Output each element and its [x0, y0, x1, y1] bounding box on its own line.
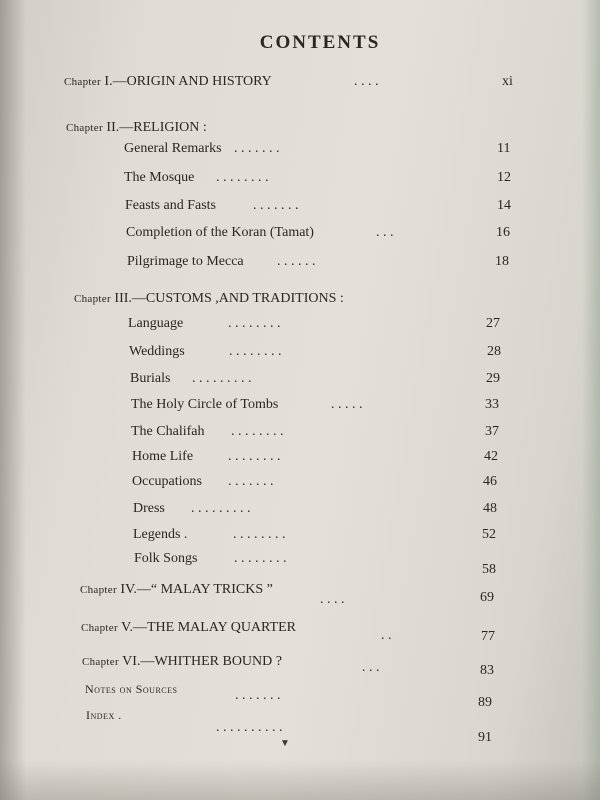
- toc-entry: [132, 449, 517, 465]
- chapter-title: III.—CUSTOMS ,AND TRADITIONS :: [110, 291, 344, 306]
- toc-entry: [132, 474, 517, 490]
- leader-dots: . . . . . . . .: [229, 344, 282, 359]
- entry-title: The Chalifah: [131, 424, 205, 439]
- chapter-prefix: Chapter: [82, 656, 119, 668]
- leader-dots: . . . .: [354, 74, 379, 89]
- page-number: 83: [480, 663, 494, 678]
- entry-title: Burials: [130, 371, 171, 386]
- entry-title: Language: [128, 316, 184, 331]
- leader-dots: . . . . . . .: [228, 474, 274, 489]
- toc-entry-chapter-2: [66, 120, 207, 136]
- page-number: 48: [483, 501, 497, 516]
- leader-dots: . . . . . . . .: [231, 424, 284, 439]
- toc-entry: [127, 254, 522, 270]
- page-number: 29: [486, 371, 500, 386]
- entry-title: General Remarks: [124, 141, 222, 156]
- page-number: 89: [478, 695, 492, 710]
- chapter-prefix: Chapter: [80, 584, 117, 596]
- toc-entry-chapter-1: [64, 74, 524, 90]
- toc-entry-chapter-3: [74, 291, 344, 307]
- toc-entry-chapter-5: [81, 620, 501, 644]
- page-number: 52: [482, 527, 496, 542]
- chapter-title: IV.—“ MALAY TRICKS ”: [116, 582, 273, 597]
- toc-entry: [133, 501, 518, 517]
- leader-dots: . .: [381, 628, 392, 643]
- toc-entry: [133, 527, 518, 543]
- page-number: 33: [485, 397, 499, 412]
- leader-dots: . . . . . . .: [234, 141, 280, 156]
- toc-entry: [131, 424, 516, 440]
- toc-entry: [128, 316, 513, 332]
- contents-heading: CONTENTS: [259, 32, 381, 53]
- toc-entry-notes-on-sources: [85, 682, 505, 710]
- entry-title: Completion of the Koran (Tamat): [126, 225, 314, 240]
- page-number: 91: [478, 730, 492, 745]
- page-number: 16: [496, 225, 510, 240]
- page-bottom-shadow: [0, 760, 600, 800]
- toc-entry-index: [86, 708, 506, 745]
- chapter-title: II.—RELIGION :: [102, 120, 207, 135]
- leader-dots: . . .: [376, 225, 394, 240]
- page-gutter-shadow: [0, 0, 26, 800]
- toc-entry-chapter-4: [80, 582, 500, 607]
- entry-title: The Holy Circle of Tombs: [131, 397, 279, 412]
- toc-entry: [134, 551, 519, 577]
- entry-title: Legends .: [133, 527, 188, 542]
- toc-entry: [126, 225, 521, 241]
- entry-title: Notes on Sources: [85, 682, 178, 696]
- leader-dots: . . . . . . . .: [234, 551, 287, 566]
- leader-dots: . . . . . . .: [235, 688, 281, 703]
- leader-dots: . . . . . . . .: [233, 527, 286, 542]
- leader-dots: . . . . . . . . .: [191, 501, 251, 516]
- entry-title: Index .: [86, 708, 122, 722]
- leader-dots: . . . . . . . . .: [192, 371, 252, 386]
- toc-entry: [131, 397, 516, 413]
- page-edge: [582, 0, 600, 800]
- page-number: xi: [502, 74, 513, 89]
- page-number: 42: [484, 449, 498, 464]
- leader-dots: . . . . . . . .: [216, 170, 269, 185]
- toc-entry: [129, 344, 514, 360]
- page-number: 14: [497, 198, 511, 213]
- leader-dots: . . .: [362, 660, 380, 675]
- entry-title: The Mosque: [124, 170, 195, 185]
- entry-title: Weddings: [129, 344, 185, 359]
- page-number: 37: [485, 424, 499, 439]
- chapter-title: VI.—WHITHER BOUND ?: [118, 654, 282, 669]
- entry-title: Dress: [133, 501, 165, 516]
- page-number: 46: [483, 474, 497, 489]
- toc-entry: [125, 198, 520, 214]
- toc-entry: [124, 141, 519, 157]
- entry-title: Pilgrimage to Mecca: [127, 254, 244, 269]
- leader-dots: . . . .: [320, 592, 345, 607]
- toc-entry: [124, 170, 519, 186]
- page-number: 69: [480, 590, 494, 605]
- page-number: 27: [486, 316, 500, 331]
- page-number: 58: [482, 562, 496, 577]
- entry-title: Occupations: [132, 474, 202, 489]
- toc-entry: [130, 371, 515, 387]
- chapter-title: I.—ORIGIN AND HISTORY: [100, 74, 272, 89]
- chapter-prefix: Chapter: [74, 293, 111, 305]
- chapter-prefix: Chapter: [66, 122, 103, 134]
- entry-title: Home Life: [132, 449, 194, 464]
- leader-dots: . . . . . . . . . .: [216, 720, 283, 735]
- toc-entry-chapter-6: [82, 654, 502, 678]
- leader-dots: . . . . . . . .: [228, 449, 281, 464]
- leader-dots: . . . . . . .: [253, 198, 299, 213]
- page-number: 18: [495, 254, 509, 269]
- chapter-title: V.—THE MALAY QUARTER: [117, 620, 296, 635]
- page-number: 11: [497, 141, 511, 156]
- page-number: 77: [481, 629, 495, 644]
- entry-title: Feasts and Fasts: [125, 198, 216, 213]
- leader-dots: . . . . .: [331, 397, 363, 412]
- leader-dots: . . . . . .: [277, 254, 316, 269]
- chapter-prefix: Chapter: [81, 622, 118, 634]
- page-number: 28: [487, 344, 501, 359]
- page-number: 12: [497, 170, 511, 185]
- leader-dots: . . . . . . . .: [228, 316, 281, 331]
- chapter-prefix: Chapter: [64, 76, 101, 88]
- entry-title: Folk Songs: [134, 551, 198, 566]
- printer-mark: ▼: [280, 738, 290, 749]
